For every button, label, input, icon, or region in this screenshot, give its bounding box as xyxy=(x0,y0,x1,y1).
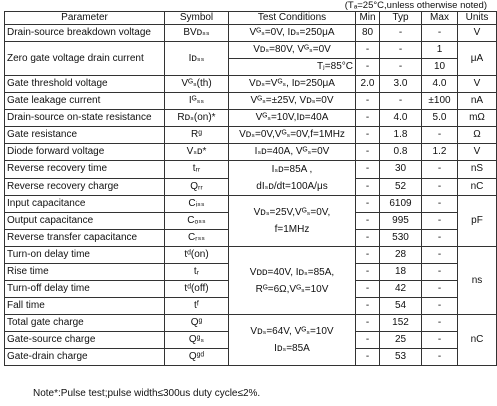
unit-cell: nC xyxy=(458,178,497,196)
param-cell: Gate leakage current xyxy=(5,93,165,110)
table-row xyxy=(5,144,497,161)
min-cell: - xyxy=(356,298,380,315)
param-cell: Gate-drain charge xyxy=(5,349,165,366)
max-cell: - xyxy=(422,196,458,213)
typ-cell: - xyxy=(380,42,422,59)
min-cell: 80 xyxy=(356,25,380,42)
typ-cell: 1.8 xyxy=(380,127,422,144)
condition-cell xyxy=(229,247,356,315)
unit-cell: nS xyxy=(458,161,497,179)
min-cell: - xyxy=(356,281,380,298)
param-cell: Fall time xyxy=(5,298,165,315)
symbol-cell: Iᴅₛₛ xyxy=(165,42,229,76)
max-cell: - xyxy=(422,298,458,315)
table-row xyxy=(5,161,497,179)
symbol-cell: Rᴅₛ(on)* xyxy=(165,110,229,127)
condition-line: Iᴅₛ=85A xyxy=(274,343,310,354)
header-typ: Typ xyxy=(380,12,422,25)
table-row xyxy=(5,25,497,42)
unit-cell: Ω xyxy=(458,127,497,144)
param-cell: Rise time xyxy=(5,264,165,281)
header-symbol: Symbol xyxy=(165,12,229,25)
table-row xyxy=(5,127,497,144)
min-cell: - xyxy=(356,178,380,196)
symbol-cell: Qᵍₛ xyxy=(165,332,229,349)
param-cell: Diode forward voltage xyxy=(5,144,165,161)
max-cell: - xyxy=(422,332,458,349)
param-cell: Reverse recovery charge xyxy=(5,178,165,196)
typ-cell: 0.8 xyxy=(380,144,422,161)
symbol-cell: tᵈ(on) xyxy=(165,247,229,264)
param-cell: Output capacitance xyxy=(5,213,165,230)
symbol-cell: Vᴳₛ(th) xyxy=(165,76,229,93)
symbol-cell: Vₛᴅ* xyxy=(165,144,229,161)
min-cell: - xyxy=(356,110,380,127)
table-row xyxy=(5,315,497,332)
condition-cell: Vᴅₛ=Vᴳₛ, Iᴅ=250μA xyxy=(229,76,356,93)
symbol-cell: tᵈ(off) xyxy=(165,281,229,298)
param-cell: Gate-source charge xyxy=(5,332,165,349)
typ-cell: 995 xyxy=(380,213,422,230)
min-cell: - xyxy=(356,144,380,161)
typ-cell: 152 xyxy=(380,315,422,332)
table-row xyxy=(5,110,497,127)
max-cell: - xyxy=(422,161,458,179)
max-cell: 1 xyxy=(422,42,458,59)
min-cell: - xyxy=(356,349,380,366)
max-cell: - xyxy=(422,178,458,196)
typ-cell: 28 xyxy=(380,247,422,264)
param-cell: Reverse recovery time xyxy=(5,161,165,179)
typ-cell: 6109 xyxy=(380,196,422,213)
pulse-test-note: Note*:Pulse test;pulse width≤300us duty cycle≤2%. xyxy=(33,388,261,399)
symbol-cell: Cᵢₛₛ xyxy=(165,196,229,213)
symbol-cell: Qᵍᵈ xyxy=(165,349,229,366)
symbol-cell: Qᵣᵣ xyxy=(165,178,229,196)
min-cell: - xyxy=(356,196,380,213)
param-cell: Drain-source breakdown voltage xyxy=(5,25,165,42)
min-cell: - xyxy=(356,59,380,76)
max-cell: - xyxy=(422,25,458,42)
condition-line: Iₛᴅ=85A , xyxy=(271,164,313,175)
typ-cell: - xyxy=(380,93,422,110)
condition-cell xyxy=(229,315,356,366)
table-row xyxy=(5,247,497,264)
min-cell: - xyxy=(356,127,380,144)
param-cell: Reverse transfer capacitance xyxy=(5,230,165,247)
max-cell: - xyxy=(422,349,458,366)
min-cell: - xyxy=(356,230,380,247)
max-cell: - xyxy=(422,247,458,264)
min-cell: - xyxy=(356,264,380,281)
table-row xyxy=(5,42,497,59)
typ-cell: 30 xyxy=(380,161,422,179)
condition-line: Vᴅₛ=64V, Vᴳₛ=10V xyxy=(250,326,334,337)
unit-cell: nC xyxy=(458,315,497,366)
typ-cell: 530 xyxy=(380,230,422,247)
param-cell: Gate resistance xyxy=(5,127,165,144)
condition-cell: Vᴅₛ=80V, Vᴳₛ=0V xyxy=(229,42,356,59)
min-cell: - xyxy=(356,213,380,230)
param-cell: Input capacitance xyxy=(5,196,165,213)
condition-cell: Vᴳₛ=±25V, Vᴅₛ=0V xyxy=(229,93,356,110)
condition-line: Vᴅₛ=25V,Vᴳₛ=0V, xyxy=(253,207,331,218)
condition-line: Vᴅᴅ=40V, Iᴅₛ=85A, xyxy=(249,266,335,278)
header-parameter: Parameter xyxy=(5,12,165,25)
unit-cell: pF xyxy=(458,196,497,247)
param-cell: Gate threshold voltage xyxy=(5,76,165,93)
symbol-cell: tᵣ xyxy=(165,264,229,281)
max-cell: ±100 xyxy=(422,93,458,110)
max-cell: - xyxy=(422,213,458,230)
typ-cell: 53 xyxy=(380,349,422,366)
condition-line: Rᴳ=6Ω,Vᴳₛ=10V xyxy=(255,283,329,295)
max-cell: - xyxy=(422,315,458,332)
symbol-cell: tᵣᵣ xyxy=(165,161,229,179)
unit-cell: ns xyxy=(458,247,497,315)
condition-cell: Vᴅₛ=0V,Vᴳₛ=0V,f=1MHz xyxy=(229,127,356,144)
condition-cell: Vᴳₛ=10V,Iᴅ=40A xyxy=(229,110,356,127)
condition-cell: Iₛᴅ=40A, Vᴳₛ=0V xyxy=(229,144,356,161)
header-min: Min xyxy=(356,12,380,25)
test-conditions-note: (Tₐ=25°C,unless otherwise noted) xyxy=(344,0,487,11)
param-cell: Drain-source on-state resistance xyxy=(5,110,165,127)
typ-cell: - xyxy=(380,59,422,76)
param-cell: Turn-on delay time xyxy=(5,247,165,264)
unit-cell: mΩ xyxy=(458,110,497,127)
header-max: Max xyxy=(422,12,458,25)
min-cell: - xyxy=(356,247,380,264)
unit-cell: V xyxy=(458,25,497,42)
unit-cell: μA xyxy=(458,42,497,76)
symbol-cell: Cᵣₛₛ xyxy=(165,230,229,247)
symbol-cell: Iᴳₛₛ xyxy=(165,93,229,110)
typ-cell: 4.0 xyxy=(380,110,422,127)
min-cell: - xyxy=(356,93,380,110)
typ-cell: 42 xyxy=(380,281,422,298)
max-cell: - xyxy=(422,281,458,298)
param-cell: Turn-off delay time xyxy=(5,281,165,298)
electrical-characteristics-table xyxy=(4,11,497,366)
condition-line: f=1MHz xyxy=(274,224,310,235)
typ-cell: - xyxy=(380,25,422,42)
param-cell: Zero gate voltage drain current xyxy=(5,42,165,76)
max-cell: 1.2 xyxy=(422,144,458,161)
min-cell: - xyxy=(356,42,380,59)
typ-cell: 3.0 xyxy=(380,76,422,93)
symbol-cell: BVᴅₛₛ xyxy=(165,25,229,42)
min-cell: - xyxy=(356,161,380,179)
symbol-cell: Rᵍ xyxy=(165,127,229,144)
typ-cell: 52 xyxy=(380,178,422,196)
typ-cell: 25 xyxy=(380,332,422,349)
max-cell: - xyxy=(422,127,458,144)
header-units: Units xyxy=(458,12,497,25)
table-row xyxy=(5,93,497,110)
max-cell: - xyxy=(422,264,458,281)
unit-cell: V xyxy=(458,144,497,161)
param-cell: Total gate charge xyxy=(5,315,165,332)
table-header-row xyxy=(5,12,497,25)
min-cell: - xyxy=(356,315,380,332)
unit-cell: V xyxy=(458,76,497,93)
typ-cell: 54 xyxy=(380,298,422,315)
header-test-conditions: Test Conditions xyxy=(229,12,356,25)
symbol-cell: Cₒₛₛ xyxy=(165,213,229,230)
unit-cell: nA xyxy=(458,93,497,110)
symbol-cell: tᶠ xyxy=(165,298,229,315)
table-row xyxy=(5,76,497,93)
min-cell: 2.0 xyxy=(356,76,380,93)
table-row xyxy=(5,196,497,213)
condition-cell xyxy=(229,161,356,196)
max-cell: - xyxy=(422,230,458,247)
min-cell: - xyxy=(356,332,380,349)
max-cell: 4.0 xyxy=(422,76,458,93)
max-cell: 10 xyxy=(422,59,458,76)
symbol-cell: Qᵍ xyxy=(165,315,229,332)
typ-cell: 18 xyxy=(380,264,422,281)
condition-cell xyxy=(229,196,356,247)
condition-cell: Vᴳₛ=0V, Iᴅₛ=250μA xyxy=(229,25,356,42)
max-cell: 5.0 xyxy=(422,110,458,127)
condition-line: dIₛᴅ/dt=100A/μs xyxy=(256,181,328,192)
condition-cell: Tⱼ=85°C xyxy=(229,59,356,76)
